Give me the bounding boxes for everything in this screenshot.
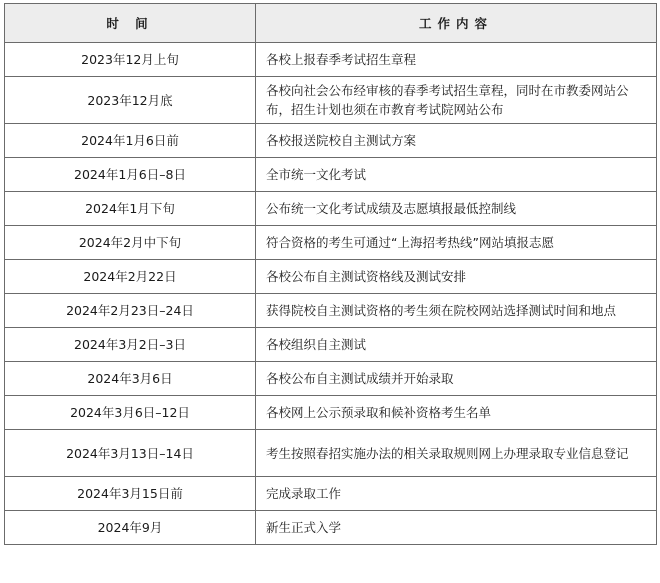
schedule-table: [4, 3, 657, 545]
time-cell: 2024年3月2日–3日: [5, 328, 256, 362]
table-row: [5, 477, 657, 511]
time-cell: 2024年9月: [5, 511, 256, 545]
work-cell: 各校向社会公布经审核的春季考试招生章程，同时在市教委网站公布，招生计划也须在市教育考试院网站公布: [256, 77, 657, 124]
time-cell: 2024年2月23日–24日: [5, 294, 256, 328]
time-cell: 2024年3月13日–14日: [5, 430, 256, 477]
table-row: [5, 328, 657, 362]
time-cell: 2024年3月15日前: [5, 477, 256, 511]
work-cell: 新生正式入学: [256, 511, 657, 545]
work-cell: 获得院校自主测试资格的考生须在院校网站选择测试时间和地点: [256, 294, 657, 328]
work-cell: 各校公布自主测试资格线及测试安排: [256, 260, 657, 294]
table-row: [5, 158, 657, 192]
time-cell: 2024年2月中下旬: [5, 226, 256, 260]
table-row: [5, 124, 657, 158]
time-cell: 2023年12月上旬: [5, 43, 256, 77]
time-cell: 2024年1月6日–8日: [5, 158, 256, 192]
header-time: 时 间: [5, 4, 256, 43]
header-row: [5, 4, 657, 43]
table-body: [5, 43, 657, 545]
work-cell: 公布统一文化考试成绩及志愿填报最低控制线: [256, 192, 657, 226]
work-cell: 各校组织自主测试: [256, 328, 657, 362]
table-row: [5, 192, 657, 226]
table-row: [5, 511, 657, 545]
table-row: [5, 294, 657, 328]
time-cell: 2024年1月6日前: [5, 124, 256, 158]
work-cell: 符合资格的考生可通过“上海招考热线”网站填报志愿: [256, 226, 657, 260]
table-row: [5, 77, 657, 124]
work-cell: 各校上报春季考试招生章程: [256, 43, 657, 77]
work-cell: 完成录取工作: [256, 477, 657, 511]
work-cell: 各校网上公示预录取和候补资格考生名单: [256, 396, 657, 430]
table-row: [5, 260, 657, 294]
work-cell: 考生按照春招实施办法的相关录取规则网上办理录取专业信息登记: [256, 430, 657, 477]
table-row: [5, 396, 657, 430]
table-row: [5, 226, 657, 260]
schedule-sheet: [4, 3, 656, 580]
table-row: [5, 43, 657, 77]
time-cell: 2024年2月22日: [5, 260, 256, 294]
table-header: [5, 4, 657, 43]
time-cell: 2024年1月下旬: [5, 192, 256, 226]
work-cell: 各校报送院校自主测试方案: [256, 124, 657, 158]
time-cell: 2023年12月底: [5, 77, 256, 124]
work-cell: 各校公布自主测试成绩并开始录取: [256, 362, 657, 396]
table-row: [5, 362, 657, 396]
work-cell: 全市统一文化考试: [256, 158, 657, 192]
time-cell: 2024年3月6日: [5, 362, 256, 396]
time-cell: 2024年3月6日–12日: [5, 396, 256, 430]
table-row: [5, 430, 657, 477]
header-work: 工作内容: [256, 4, 657, 43]
